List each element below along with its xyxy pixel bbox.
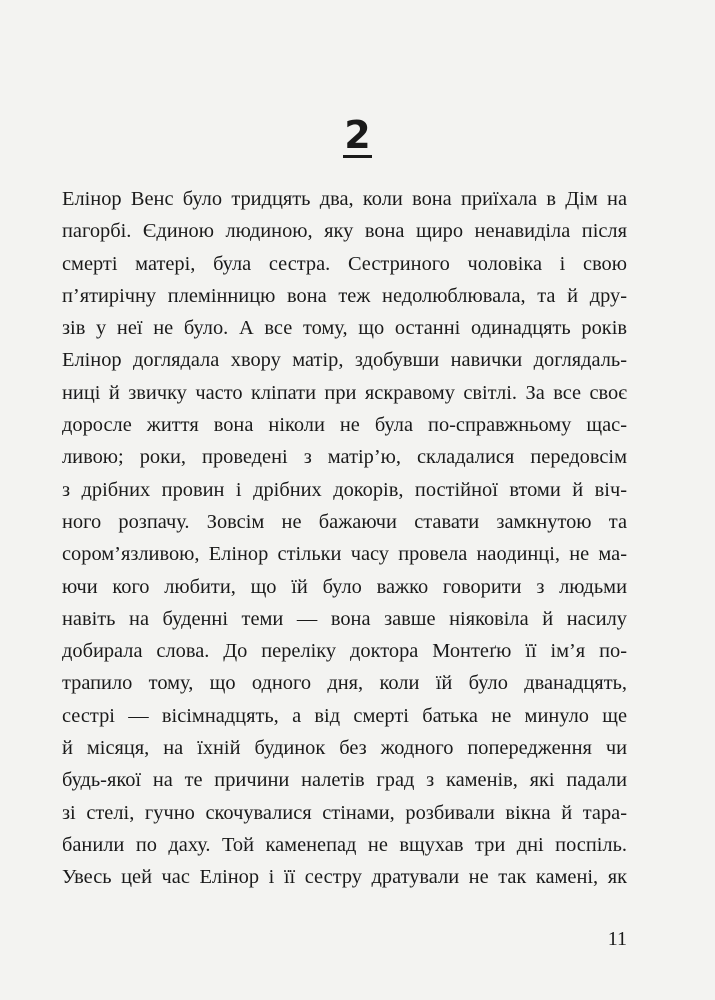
text-line: смерті матері, була сестра. Сестриного чоловіка і свою <box>62 252 627 275</box>
text-line: Елінор Венс було тридцять два, коли вона приїхала в Дім на <box>62 188 627 210</box>
text-line: ливою; роки, проведені з матір’ю, складалися передовсім <box>62 446 627 469</box>
page-number: 11 <box>607 928 627 950</box>
body-text <box>62 183 627 894</box>
text-line: навіть на буденні теми — вона завше ніяковіла й насилу <box>62 607 627 630</box>
text-line: пагорбі. Єдиною людиною, яку вона щиро ненавиділа після <box>62 220 627 243</box>
text-line: зі стелі, гучно скочувалися стінами, розбивали вікна й тара- <box>62 801 627 824</box>
chapter-number <box>0 112 715 158</box>
text-line: й місяця, на їхній будинок без жодного попередження чи <box>62 737 627 760</box>
text-line: з дрібних провин і дрібних докорів, постійної втоми й віч- <box>62 478 627 501</box>
text-line: Елінор доглядала хвору матір, здобувши навички доглядаль- <box>62 349 627 372</box>
text-line: будь-якої на те причини налетів град з каменів, які падали <box>62 769 627 792</box>
text-line: добирала слова. До переліку доктора Монтеґю її ім’я по- <box>62 640 627 663</box>
text-line: ниці й звичку часто кліпати при яскравому світлі. За все своє <box>62 381 627 404</box>
chapter-number-text: 2 <box>344 113 371 157</box>
text-line: ного розпачу. Зовсім не бажаючи ставати замкнутою та <box>62 510 627 533</box>
text-line: зів у неї не було. А все тому, що останні одинадцять років <box>62 317 627 340</box>
text-line: доросле життя вона ніколи не була по-справжньому щас- <box>62 414 627 437</box>
text-line: банили по даху. Той каменепад не вщухав три дні поспіль. <box>62 833 627 856</box>
text-line: сестрі — вісімнадцять, а від смерті батька не минуло ще <box>62 704 627 727</box>
text-line: п’ятирічну племінницю вона теж недолюблювала, та й дру- <box>62 284 627 307</box>
text-line: сором’язливою, Елінор стільки часу провела наодинці, не ма- <box>62 543 627 566</box>
text-line: трапило тому, що одного дня, коли їй було дванадцять, <box>62 672 627 695</box>
text-line: Увесь цей час Елінор і її сестру дратували не так камені, як <box>62 866 627 889</box>
text-line: ючи кого любити, що їй було важко говорити з людьми <box>62 575 627 598</box>
